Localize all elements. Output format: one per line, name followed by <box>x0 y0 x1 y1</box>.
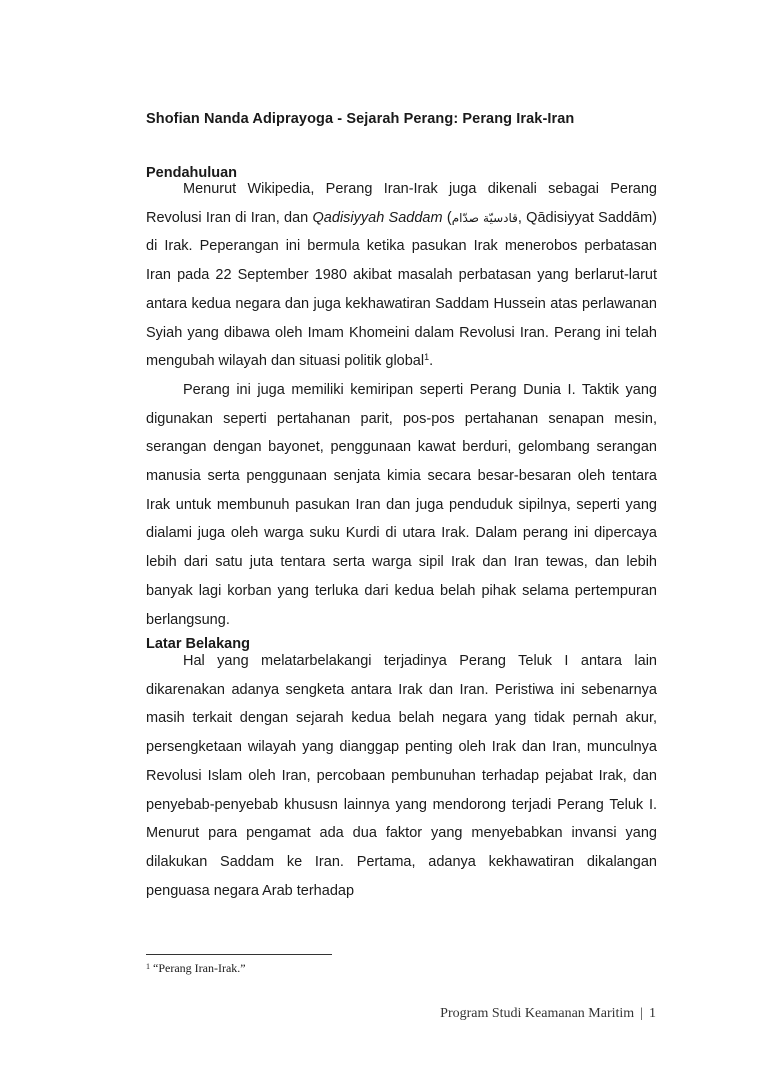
paragraph <box>146 175 657 376</box>
footnote-text: “Perang Iran-Irak.” <box>153 961 246 975</box>
paragraph-text: , Qādisiyyat Saddām) di Irak. Peperangan ini bermula ketika pasukan Irak menerobos perbatasan Iran pada 22 September 1980 akibat masalah perbatasan yang berlarut-larut antara kedua negara dan juga kekhawatiran Saddam Hussein atas perlawanan Syiah yang dibawa oleh Imam Khomeini dalam Revolusi Iran. Perang ini telah mengubah wilayah dan situasi politik global <box>146 209 657 370</box>
page-number: 1 <box>649 1006 656 1021</box>
paragraph-text: . <box>429 353 434 370</box>
arabic-term: قادسيّة صدّام <box>451 210 518 225</box>
footnote <box>146 961 246 976</box>
footnote-number: 1 <box>146 962 150 971</box>
footer-program-name: Program Studi Keamanan Maritim <box>440 1006 635 1021</box>
paragraph: Perang ini juga memiliki kemiripan seperti Perang Dunia I. Taktik yang digunakan seperti pertahanan parit, pos-pos pertahanan senapan mesin, serangan dengan bayonet, penggunaan kawat berduri, gelombang serangan manusia serta penggunaan senjata kimia secara besar-besaran oleh tentara Irak untuk membunuh pasukan Iran dan juga penduduk sipilnya, seperti yang dialami juga oleh warga suku Kurdi di utara Irak. Dalam perang ini dipercaya lebih dari satu juta tentara serta warga sipil Irak dan Iran tewas, dan lebih banyak lagi korban yang terluka dari kedua belah pihak selama pertempuran berlangsung. <box>146 381 657 628</box>
section-body-pendahuluan <box>146 175 657 634</box>
footnote-separator <box>146 954 332 955</box>
paragraph-text: ( <box>442 209 452 226</box>
document-title: Shofian Nanda Adiprayoga - Sejarah Perang: Perang Irak-Iran <box>146 111 575 127</box>
paragraph: Hal yang melatarbelakangi terjadinya Perang Teluk I antara lain dikarenakan adanya sengketa antara Irak dan Iran. Peristiwa ini sebenarnya masih terkait dengan sejarah kedua belah negara yang tidak pernah akur, persengketaan wilayah yang dianggap penting oleh Irak dan Iran, munculnya Revolusi Islam oleh Iran, percobaan pembunuhan terhadap pejabat Irak, dan penyebab-penyebab khususn lainnya yang mendorong terjadi Perang Teluk I. Menurut para pengamat ada dua faktor yang menyebabkan invansi yang dilakukan Saddam ke Iran. Pertama, adanya kekhawatiran dikalangan penguasa negara Arab terhadap <box>146 653 657 899</box>
section-heading-latar-belakang: Latar Belakang <box>146 636 250 652</box>
section-heading-pendahuluan: Pendahuluan <box>146 165 238 181</box>
italic-term: Qadisiyyah Saddam <box>312 209 443 226</box>
footer-separator: | <box>640 1006 643 1021</box>
section-body-latar-belakang <box>146 647 657 905</box>
paragraph-text: Menurut Wikipedia, Perang Iran-Irak juga dikenali sebagai Perang Revolusi Iran di Iran, dan <box>146 181 657 226</box>
footnote-reference: 1 <box>424 352 430 363</box>
page-footer <box>440 1006 656 1022</box>
